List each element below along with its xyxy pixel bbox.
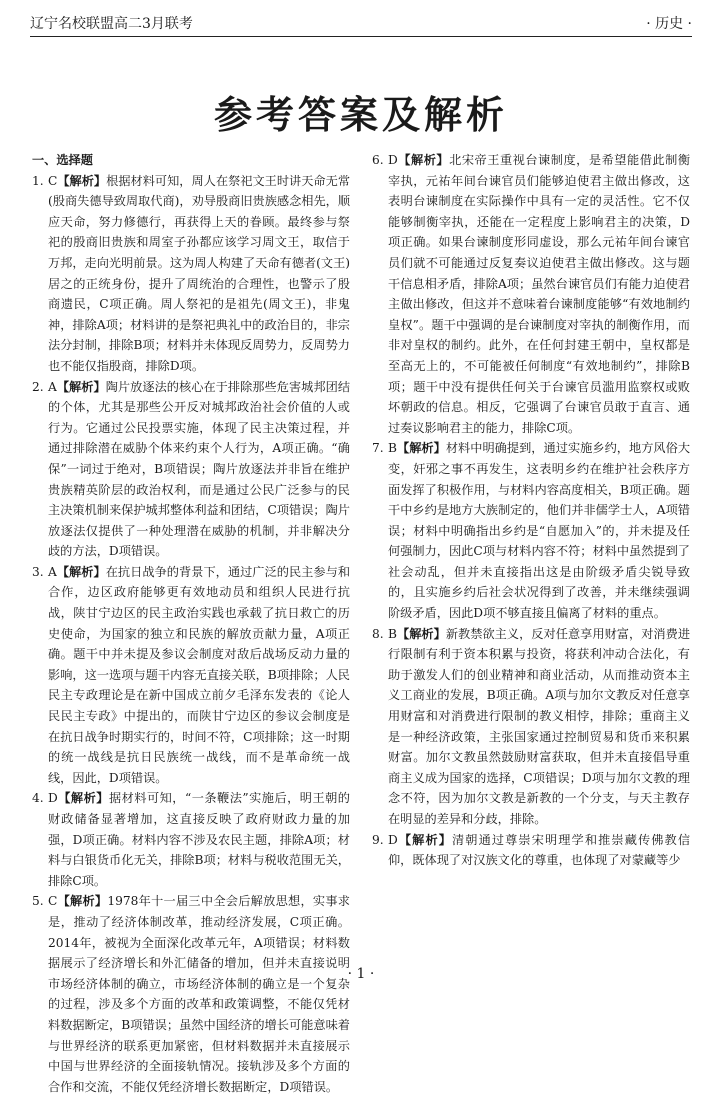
item-answer: C <box>48 894 58 909</box>
item-number: 5. <box>32 894 44 909</box>
item-tag: 【解析】 <box>56 379 106 394</box>
section-heading: 一、选择题 <box>32 153 93 167</box>
page-number: · 1 · <box>347 966 375 982</box>
item-answer: D <box>48 791 58 806</box>
item-number: 8. <box>372 626 384 641</box>
item-tag: 【解析】 <box>57 791 109 806</box>
item-answer: B <box>388 626 397 641</box>
right-column <box>372 150 690 871</box>
item-number: 6. <box>372 153 384 167</box>
item-tag: 【解析】 <box>396 441 446 456</box>
item-number: 2. <box>32 379 44 394</box>
item-number: 3. <box>32 564 44 579</box>
item-number: 1. <box>32 173 44 188</box>
page-header <box>30 14 692 37</box>
item-tag: 【解析】 <box>396 626 446 641</box>
item-explanation: 1978年十一届三中全会后解放思想，实事求是，推动了经济体制改革，推动经济发展，C项正确。2014年，被视为全面深化改革元年，A项错误；材料数据展示了经济增长和外汇储备的增加，但并未直接说明市场经济体制的确立，市场经济体制的确立是一个复杂的过程，涉及多个方面的改革和政策调整，不能仅凭材料数据断定，B项错误；虽然中国经济的增长可能意味着与世界经济的联系更加紧密，但材料数据并未直接展示中国与世界经济的全面接轨情况。接轨涉及多个方面的合作和交流，不能仅凭经济增长数据断定，D项错误。 <box>48 894 350 1094</box>
header-subject: · 历史 · <box>646 16 692 32</box>
item-explanation: 陶片放逐法的核心在于排除那些危害城邦团结的个体，尤其是那些公开反对城邦政治社会价值的人或行为。它通过公民投票实施，体现了民主决策过程，并通过排除潜在威胁个体来约束个人行为，A项正确。“确保”一词过于绝对，B项错误；陶片放逐法并非旨在维护贵族精英阶层的政治权利，而是通过公民广泛参与的民主决策机制来保护城邦整体利益和团结，C项错误；陶片放逐法仅提供了一种处理潜在威胁的机制，并非解决分歧的方法，D项错误。 <box>48 379 351 559</box>
item-explanation: 北宋帝王重视台谏制度，是希望能借此制衡宰执，元祐年间台谏官员们能够迫使君主做出修改，这表明台谏制度在实际操作中具有一定的灵活性。它不仅能够制衡宰执，还能在一定程度上影响君主的决策，D项正确。如果台谏制度形同虚设，那么元祐年间台谏官员们就不可能通过反复奏议迫使君主做出修改。这与题干信息相矛盾，排除A项；虽然台谏官员们有能力迫使君主做出修改，但这并不意味着台谏制度能够“有效地制约皇权”。题干中强调的是台谏制度对宰执的制衡作用，而非对皇权的制约。此外，在任何封建王朝中，皇权都是至高无上的，不可能被任何制度“有效地制约”，排除B项；题干中没有提供任何关于台谏官员滥用监察权或败坏朝政的信息。相反，它强调了台谏官员敢于直言、通过奏议影响君主的能力，排除C项。 <box>388 153 691 435</box>
answer-item-6 <box>372 150 690 438</box>
item-number: 4. <box>32 791 44 806</box>
item-tag: 【解析】 <box>397 153 450 167</box>
item-answer: C <box>48 173 58 188</box>
header-exam-name: 辽宁名校联盟高二3月联考 <box>30 16 193 32</box>
item-answer: B <box>388 441 397 456</box>
answer-item-8 <box>372 624 690 830</box>
item-explanation: 材料中明确提到，通过实施乡约，地方风俗大变，奸邪之事不再发生，这表明乡约在维护社会秩序方面发挥了积极作用，与材料内容高度相关，B项正确。题干中乡约是地方大族制定的，他们并非儒学士人，A项错误；材料中明确指出乡约是“自愿加入”的，并未提及任何强制力，因此C项与材料内容不符；材料中虽然提到了社会动乱，但并未直接指出这是由阶级矛盾尖锐导致的，且实施乡约后社会状况得到了改善，并未继续强调阶级矛盾，因此D项不够直接且偏离了材料的重点。 <box>388 441 691 621</box>
item-explanation: 根据材料可知，周人在祭祀文王时讲天命无常(殷商失德导致周取代商)，劝导殷商旧贵族感念相先，顺应天命，努力修德行，再获得上天的眷顾。最终参与祭祀的殷商旧贵族和周室子孙都应该学习周文王，取信于万邦，走向光明前景。这为周人构建了天命有德者(文王)居之的正统身份，提升了周统治的合理性，也警示了殷商遗民，C项正确。周人祭祀的是祖先(周文王)，非鬼神，排除A项；材料讲的是祭祀典礼中的政治目的，非宗法分封制，排除B项；材料并未体现反周势力，反周势力也不能仅指殷商，排除D项。 <box>48 173 351 373</box>
answer-item-2 <box>32 377 350 562</box>
item-answer: D <box>388 153 398 167</box>
item-answer: A <box>48 379 57 394</box>
item-number: 7. <box>372 441 384 456</box>
answer-item-7 <box>372 438 690 623</box>
answer-item-4 <box>32 788 350 891</box>
item-explanation: 据材料可知，“一条鞭法”实施后，明王朝的财政储备显著增加，这直接反映了政府财政力量的加强，D项正确。材料内容不涉及农民主题，排除A项；材料与白银货币化无关，排除B项；材料与税收范围无关，排除C项。 <box>48 791 350 888</box>
item-answer: A <box>48 564 57 579</box>
item-explanation: 在抗日战争的背景下，通过广泛的民主参与和合作，边区政府能够更有效地动员和组织人民进行抗战，陕甘宁边区的民主政治实践也承载了抗日救亡的历史使命，为国家的独立和民族的解放贡献力量，A项正确。题干中并未提及参议会制度对敌后战场反动力量的影响，这一选项与题干内容无直接关联，B项排除；人民民主专政理论是在新中国成立前夕毛泽东发表的《论人民民主专政》中提出的，而陕甘宁边区的参议会制度是在抗日战争时期实行的，时间不符，C项排除；这一时期的统一战线是抗日民族统一战线，而不是革命统一战线，因此，D项错误。 <box>48 564 351 785</box>
item-number: 9. <box>372 832 384 847</box>
item-explanation: 清朝通过尊崇宋明理学和推崇藏传佛教信仰，既体现了对汉族文化的尊重，也体现了对蒙藏等少 <box>388 832 691 868</box>
answer-item-1 <box>32 171 350 377</box>
item-tag: 【解析】 <box>57 173 107 188</box>
left-column <box>32 150 350 1097</box>
answer-item-3 <box>32 562 350 789</box>
item-tag: 【解析】 <box>57 894 108 909</box>
item-answer: D <box>388 832 398 847</box>
item-tag: 【解析】 <box>56 564 106 579</box>
answer-item-5 <box>32 891 350 1097</box>
item-explanation: 新教禁欲主义，反对任意享用财富，对消费进行限制有利于资本积累与投资，将获利冲动合法化，有助于激发人们的创业精神和商业活动，从而推动资本主义工商业的发展，B项正确。A项与加尔文教反对任意享用财富和对消费进行限制的教义相悖，排除；重商主义是一种经济政策，主张国家通过控制贸易和货币来积累财富。加尔文教虽然鼓励财富获取，但并未直接倡导重商主义成为国家的选择，C项错误；D项与加尔文教的理念不符，因为加尔文教是新教的一个分支，与天主教存在明显的差异和分歧，排除。 <box>388 626 691 826</box>
answer-item-9 <box>372 830 690 871</box>
item-tag: 【解析】 <box>397 832 453 847</box>
page-title: 参考答案及解析 <box>213 93 508 137</box>
